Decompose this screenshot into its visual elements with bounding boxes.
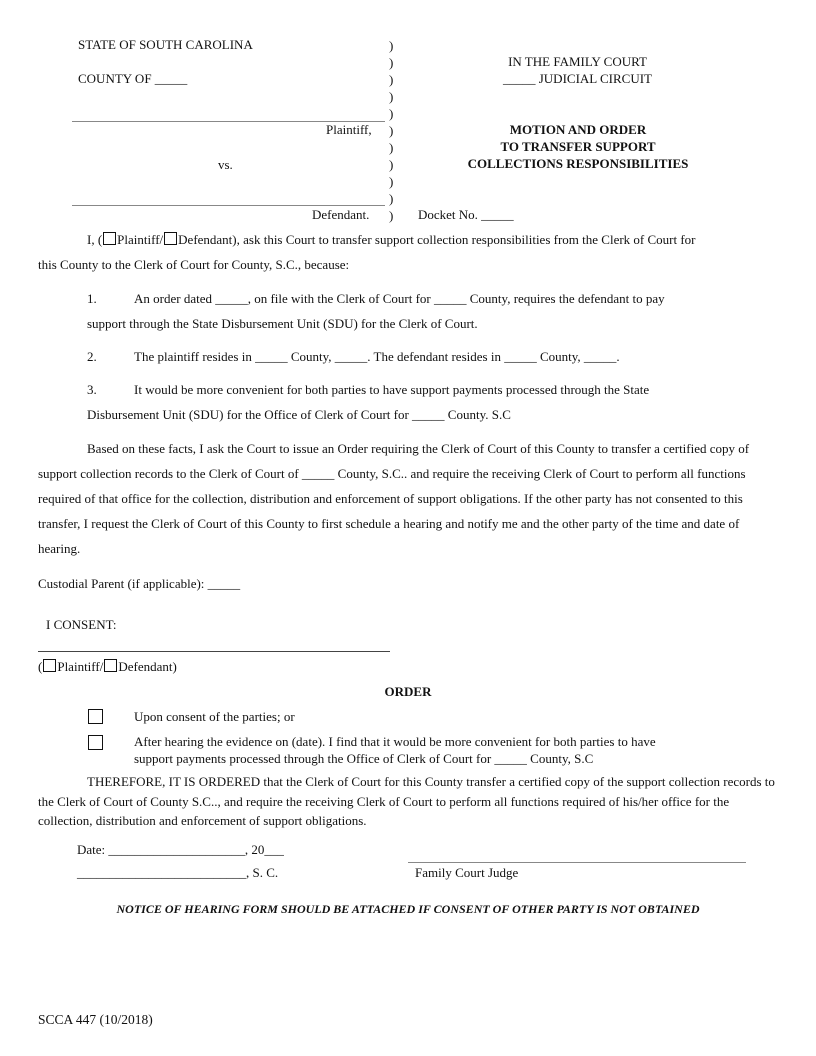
paren-char: ) bbox=[389, 140, 394, 155]
defendant-option: Defendant), ask this Court to transfer support collection responsibilities from the Clerk of Court for bbox=[178, 232, 696, 247]
vs-label: vs. bbox=[218, 157, 233, 172]
therefore-paragraph: THEREFORE, IT IS ORDERED that the Clerk of Court for this County transfer a certified copy of the support collection records to the Clerk of Court of County S.C.., and require the receiving Clerk of Court to perform all functions required of his/her office for the collection, distribution and enforcement of support obligations. bbox=[38, 774, 775, 828]
notice-text: NOTICE OF HEARING FORM SHOULD BE ATTACHED IF CONSENT OF OTHER PARTY IS NOT OBTAINED bbox=[116, 902, 700, 916]
consent-option-checkbox[interactable] bbox=[88, 709, 103, 724]
paren-char: ) bbox=[389, 191, 394, 206]
state-label: STATE OF SOUTH CAROLINA bbox=[78, 37, 253, 52]
open-paren: I, ( bbox=[87, 232, 103, 247]
defendant-label: Defendant. bbox=[312, 207, 370, 222]
consent-plaintiff-checkbox[interactable] bbox=[43, 659, 56, 672]
form-number: SCCA 447 (10/2018) bbox=[38, 1012, 153, 1027]
facts-paragraph: Based on these facts, I ask the Court to issue an Order requiring the Clerk of Court of this County to transfer a certified copy of support collection records to the Clerk of Court of _____ County, S.C.. and require the receiving Clerk of Court to perform all functions required of that office for the collection, distribution and enforcement of support obligations. If the other party has not consented to this transfer, I request the Clerk of Court of this County to first schedule a hearing and notify me and the other party of the time and date of hearing. bbox=[38, 441, 750, 556]
consent-signature-line[interactable] bbox=[38, 651, 390, 652]
plaintiff-option: Plaintiff/ bbox=[117, 232, 164, 247]
item-3-line2: Disbursement Unit (SDU) for the Office of Clerk of Court for _____ County. S.C bbox=[87, 407, 511, 422]
plaintiff-checkbox[interactable] bbox=[103, 232, 116, 245]
title-line-1: MOTION AND ORDER bbox=[509, 122, 647, 137]
docket-number[interactable]: Docket No. _____ bbox=[418, 207, 514, 222]
item-1-line2: support through the State Disbursement Unit (SDU) for the Clerk of Court. bbox=[87, 316, 478, 331]
paren-char: ) bbox=[389, 106, 394, 121]
caption-divider bbox=[389, 37, 399, 224]
county-label[interactable]: COUNTY OF _____ bbox=[78, 71, 188, 86]
motion-intro-line1 bbox=[87, 232, 696, 247]
consent-label: I CONSENT: bbox=[46, 617, 117, 632]
paren-char: ) bbox=[389, 89, 394, 104]
consent-plaintiff-option: Plaintiff/ bbox=[57, 659, 104, 674]
paren-char: ) bbox=[389, 174, 394, 189]
order-place[interactable]: __________________________, S. C. bbox=[77, 865, 279, 880]
consent-defendant-checkbox[interactable] bbox=[104, 659, 117, 672]
item-1-number: 1. bbox=[87, 291, 97, 306]
motion-intro-line2: this County to the Clerk of Court for County, S.C., because: bbox=[38, 257, 350, 272]
consent-defendant-option: Defendant) bbox=[118, 659, 177, 674]
judge-signature-line[interactable] bbox=[408, 862, 746, 863]
consent-party-select bbox=[38, 659, 177, 674]
consent-open-paren: ( bbox=[38, 659, 43, 674]
paren-char: ) bbox=[389, 123, 394, 138]
item-2-number: 2. bbox=[87, 349, 97, 364]
order-option-1: Upon consent of the parties; or bbox=[134, 709, 295, 724]
court-label: IN THE FAMILY COURT bbox=[508, 54, 647, 69]
item-2-text: The plaintiff resides in _____ County, _____. The defendant resides in _____ County, _____. bbox=[134, 349, 620, 364]
order-date[interactable]: Date: _____________________, 20___ bbox=[77, 842, 284, 857]
title-line-3: COLLECTIONS RESPONSIBILITIES bbox=[467, 156, 689, 171]
defendant-line[interactable] bbox=[72, 205, 385, 206]
custodial-parent[interactable]: Custodial Parent (if applicable): _____ bbox=[38, 576, 241, 591]
plaintiff-label: Plaintiff, bbox=[326, 122, 372, 137]
order-heading: ORDER bbox=[384, 684, 432, 699]
defendant-checkbox[interactable] bbox=[164, 232, 177, 245]
title-line-2: TO TRANSFER SUPPORT bbox=[500, 139, 656, 154]
judge-label: Family Court Judge bbox=[415, 865, 519, 880]
paren-char: ) bbox=[389, 38, 394, 53]
item-3-number: 3. bbox=[87, 382, 97, 397]
paren-char: ) bbox=[389, 55, 394, 70]
item-3-line1: It would be more convenient for both parties to have support payments processed through the State bbox=[134, 382, 650, 397]
paren-char: ) bbox=[389, 208, 394, 223]
order-option-2-line1: After hearing the evidence on (date). I find that it would be more convenient for both parties to have bbox=[134, 734, 656, 749]
hearing-option-checkbox[interactable] bbox=[88, 735, 103, 750]
paren-char: ) bbox=[389, 72, 394, 87]
item-1-line1: An order dated _____, on file with the Clerk of Court for _____ County, requires the defendant to pay bbox=[134, 291, 665, 306]
circuit-label[interactable]: _____ JUDICIAL CIRCUIT bbox=[502, 71, 652, 86]
order-option-2-line2: support payments processed through the Office of Clerk of Court for _____ County, S.C bbox=[134, 751, 594, 766]
paren-char: ) bbox=[389, 157, 394, 172]
